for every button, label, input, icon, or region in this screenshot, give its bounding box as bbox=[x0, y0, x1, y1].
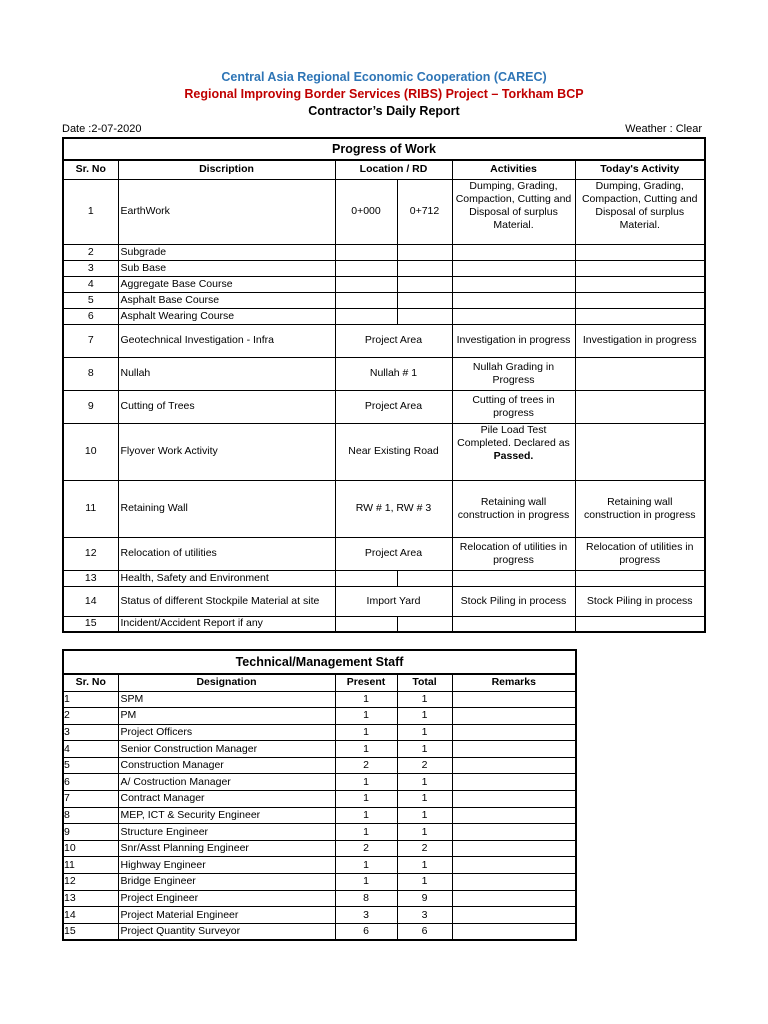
staff-designation: Senior Construction Manager bbox=[118, 741, 335, 758]
row-description: Geotechnical Investigation - Infra bbox=[118, 324, 335, 357]
row-description: Asphalt Wearing Course bbox=[118, 308, 335, 324]
row-description: Health, Safety and Environment bbox=[118, 570, 335, 586]
row-todays-activity bbox=[575, 390, 705, 423]
staff-designation: Bridge Engineer bbox=[118, 874, 335, 891]
staff-total: 1 bbox=[397, 824, 452, 841]
progress-row bbox=[63, 179, 705, 244]
row-todays-activity bbox=[575, 276, 705, 292]
staff-remarks bbox=[452, 840, 576, 857]
row-activities: Cutting of trees in progress bbox=[452, 390, 575, 423]
col-header: Sr. No bbox=[63, 674, 118, 691]
row-todays-activity: Relocation of utilities in progress bbox=[575, 537, 705, 570]
staff-row bbox=[63, 840, 576, 857]
staff-total: 1 bbox=[397, 708, 452, 725]
row-location bbox=[335, 308, 397, 324]
row-sr-no: 9 bbox=[63, 390, 118, 423]
staff-row bbox=[63, 824, 576, 841]
progress-row bbox=[63, 357, 705, 390]
staff-designation: A/ Costruction Manager bbox=[118, 774, 335, 791]
staff-present: 6 bbox=[335, 923, 397, 940]
staff-total: 1 bbox=[397, 774, 452, 791]
progress-row bbox=[63, 423, 705, 480]
report-title: Contractor’s Daily Report bbox=[308, 104, 460, 118]
progress-row bbox=[63, 324, 705, 357]
col-header: Discription bbox=[118, 160, 335, 179]
staff-sr-no: 7 bbox=[63, 791, 118, 808]
staff-sr-no: 11 bbox=[63, 857, 118, 874]
staff-row bbox=[63, 774, 576, 791]
row-sr-no: 6 bbox=[63, 308, 118, 324]
row-description: Retaining Wall bbox=[118, 480, 335, 537]
activity-text: Pile Load Test Completed. Declared as bbox=[457, 423, 570, 449]
staff-sr-no: 12 bbox=[63, 874, 118, 891]
row-location: Project Area bbox=[335, 390, 452, 423]
staff-present: 2 bbox=[335, 840, 397, 857]
staff-remarks bbox=[452, 857, 576, 874]
staff-present: 1 bbox=[335, 741, 397, 758]
row-description: Sub Base bbox=[118, 260, 335, 276]
staff-present: 1 bbox=[335, 774, 397, 791]
progress-table bbox=[62, 137, 706, 633]
row-sr-no: 5 bbox=[63, 292, 118, 308]
staff-total: 3 bbox=[397, 907, 452, 924]
staff-sr-no: 13 bbox=[63, 890, 118, 907]
row-sr-no: 11 bbox=[63, 480, 118, 537]
row-description: Status of different Stockpile Material at site bbox=[118, 586, 335, 616]
staff-present: 1 bbox=[335, 857, 397, 874]
row-todays-activity: Stock Piling in process bbox=[575, 586, 705, 616]
col-header: Sr. No bbox=[63, 160, 118, 179]
row-sr-no: 14 bbox=[63, 586, 118, 616]
progress-row bbox=[63, 260, 705, 276]
row-location-end bbox=[397, 276, 452, 292]
row-activities bbox=[452, 292, 575, 308]
row-sr-no: 4 bbox=[63, 276, 118, 292]
staff-designation: Contract Manager bbox=[118, 791, 335, 808]
row-todays-activity bbox=[575, 308, 705, 324]
staff-total: 2 bbox=[397, 757, 452, 774]
progress-row bbox=[63, 570, 705, 586]
row-location: Project Area bbox=[335, 537, 452, 570]
staff-sr-no: 3 bbox=[63, 724, 118, 741]
row-activities: Stock Piling in process bbox=[452, 586, 575, 616]
staff-remarks bbox=[452, 923, 576, 940]
row-description: Flyover Work Activity bbox=[118, 423, 335, 480]
report-project-title: Regional Improving Border Services (RIBS) Project – Torkham BCP bbox=[184, 87, 584, 101]
staff-sr-no: 6 bbox=[63, 774, 118, 791]
staff-total: 1 bbox=[397, 791, 452, 808]
staff-designation: SPM bbox=[118, 691, 335, 708]
staff-designation: Project Engineer bbox=[118, 890, 335, 907]
row-todays-activity: Investigation in progress bbox=[575, 324, 705, 357]
staff-remarks bbox=[452, 757, 576, 774]
row-description: Subgrade bbox=[118, 244, 335, 260]
row-location-end bbox=[397, 244, 452, 260]
staff-total: 9 bbox=[397, 890, 452, 907]
staff-total: 1 bbox=[397, 857, 452, 874]
row-todays-activity bbox=[575, 244, 705, 260]
staff-present: 1 bbox=[335, 691, 397, 708]
row-location bbox=[335, 292, 397, 308]
col-header: Present bbox=[335, 674, 397, 691]
staff-total: 1 bbox=[397, 691, 452, 708]
row-location bbox=[335, 260, 397, 276]
staff-remarks bbox=[452, 824, 576, 841]
staff-designation: MEP, ICT & Security Engineer bbox=[118, 807, 335, 824]
row-activities bbox=[452, 244, 575, 260]
row-sr-no: 15 bbox=[63, 616, 118, 632]
staff-row bbox=[63, 807, 576, 824]
progress-row bbox=[63, 308, 705, 324]
staff-row bbox=[63, 691, 576, 708]
report-weather: Weather : Clear bbox=[625, 123, 702, 135]
row-todays-activity bbox=[575, 292, 705, 308]
row-description: Nullah bbox=[118, 357, 335, 390]
col-header: Today's Activity bbox=[575, 160, 705, 179]
row-todays-activity bbox=[575, 357, 705, 390]
staff-remarks bbox=[452, 907, 576, 924]
row-sr-no: 10 bbox=[63, 423, 118, 480]
staff-designation: Highway Engineer bbox=[118, 857, 335, 874]
row-location: Nullah # 1 bbox=[335, 357, 452, 390]
progress-row bbox=[63, 244, 705, 260]
staff-row bbox=[63, 890, 576, 907]
row-location bbox=[335, 616, 397, 632]
staff-row bbox=[63, 923, 576, 940]
staff-present: 1 bbox=[335, 791, 397, 808]
progress-row bbox=[63, 276, 705, 292]
staff-title: Technical/Management Staff bbox=[63, 650, 576, 674]
staff-present: 1 bbox=[335, 874, 397, 891]
row-todays-activity: Retaining wall construction in progress bbox=[575, 480, 705, 537]
staff-row bbox=[63, 757, 576, 774]
staff-designation: Project Quantity Surveyor bbox=[118, 923, 335, 940]
staff-row bbox=[63, 708, 576, 725]
staff-designation: Project Officers bbox=[118, 724, 335, 741]
staff-designation: Structure Engineer bbox=[118, 824, 335, 841]
row-location-start: 0+000 bbox=[335, 179, 397, 244]
row-sr-no: 3 bbox=[63, 260, 118, 276]
staff-row bbox=[63, 907, 576, 924]
staff-remarks bbox=[452, 691, 576, 708]
row-todays-activity: Dumping, Grading, Compaction, Cutting and Disposal of surplus Material. bbox=[575, 179, 705, 244]
staff-remarks bbox=[452, 807, 576, 824]
row-location-end bbox=[397, 570, 452, 586]
row-sr-no: 13 bbox=[63, 570, 118, 586]
staff-total: 1 bbox=[397, 874, 452, 891]
row-location bbox=[335, 244, 397, 260]
row-todays-activity bbox=[575, 570, 705, 586]
staff-sr-no: 1 bbox=[63, 691, 118, 708]
staff-total: 6 bbox=[397, 923, 452, 940]
staff-present: 1 bbox=[335, 807, 397, 824]
row-description: Aggregate Base Course bbox=[118, 276, 335, 292]
col-header: Designation bbox=[118, 674, 335, 691]
staff-sr-no: 14 bbox=[63, 907, 118, 924]
staff-row bbox=[63, 874, 576, 891]
row-activities: Nullah Grading in Progress bbox=[452, 357, 575, 390]
row-activities bbox=[452, 260, 575, 276]
row-activities bbox=[452, 616, 575, 632]
staff-remarks bbox=[452, 791, 576, 808]
staff-row bbox=[63, 724, 576, 741]
staff-table bbox=[62, 649, 577, 941]
staff-total: 2 bbox=[397, 840, 452, 857]
staff-present: 2 bbox=[335, 757, 397, 774]
row-activities: Investigation in progress bbox=[452, 324, 575, 357]
progress-row bbox=[63, 537, 705, 570]
progress-row bbox=[63, 616, 705, 632]
row-location bbox=[335, 570, 397, 586]
row-activities bbox=[452, 308, 575, 324]
staff-present: 1 bbox=[335, 724, 397, 741]
staff-designation: Snr/Asst Planning Engineer bbox=[118, 840, 335, 857]
row-description: Incident/Accident Report if any bbox=[118, 616, 335, 632]
col-header: Total bbox=[397, 674, 452, 691]
row-sr-no: 2 bbox=[63, 244, 118, 260]
report-org-title: Central Asia Regional Economic Cooperation (CAREC) bbox=[221, 70, 547, 84]
report-date: Date :2-07-2020 bbox=[62, 123, 142, 135]
row-sr-no: 1 bbox=[63, 179, 118, 244]
progress-row bbox=[63, 390, 705, 423]
staff-total: 1 bbox=[397, 724, 452, 741]
row-location: Near Existing Road bbox=[335, 423, 452, 480]
progress-title: Progress of Work bbox=[63, 138, 705, 160]
progress-row bbox=[63, 586, 705, 616]
row-description: EarthWork bbox=[118, 179, 335, 244]
staff-total: 1 bbox=[397, 807, 452, 824]
row-activities: Retaining wall construction in progress bbox=[452, 480, 575, 537]
row-todays-activity bbox=[575, 260, 705, 276]
staff-remarks bbox=[452, 874, 576, 891]
staff-sr-no: 4 bbox=[63, 741, 118, 758]
staff-remarks bbox=[452, 724, 576, 741]
staff-present: 3 bbox=[335, 907, 397, 924]
row-description: Asphalt Base Course bbox=[118, 292, 335, 308]
progress-row bbox=[63, 292, 705, 308]
col-header: Remarks bbox=[452, 674, 576, 691]
col-header: Location / RD bbox=[335, 160, 452, 179]
staff-remarks bbox=[452, 774, 576, 791]
row-todays-activity bbox=[575, 616, 705, 632]
staff-designation: Project Material Engineer bbox=[118, 907, 335, 924]
row-activities bbox=[452, 570, 575, 586]
row-location-end bbox=[397, 260, 452, 276]
staff-sr-no: 8 bbox=[63, 807, 118, 824]
row-description: Cutting of Trees bbox=[118, 390, 335, 423]
row-location: RW # 1, RW # 3 bbox=[335, 480, 452, 537]
staff-sr-no: 15 bbox=[63, 923, 118, 940]
col-header: Activities bbox=[452, 160, 575, 179]
row-location-end bbox=[397, 292, 452, 308]
row-description: Relocation of utilities bbox=[118, 537, 335, 570]
row-sr-no: 12 bbox=[63, 537, 118, 570]
row-activities bbox=[452, 276, 575, 292]
staff-remarks bbox=[452, 708, 576, 725]
row-sr-no: 7 bbox=[63, 324, 118, 357]
progress-row bbox=[63, 480, 705, 537]
staff-sr-no: 9 bbox=[63, 824, 118, 841]
staff-remarks bbox=[452, 741, 576, 758]
staff-sr-no: 5 bbox=[63, 757, 118, 774]
staff-remarks bbox=[452, 890, 576, 907]
staff-present: 8 bbox=[335, 890, 397, 907]
staff-present: 1 bbox=[335, 708, 397, 725]
row-location-end bbox=[397, 308, 452, 324]
row-todays-activity bbox=[575, 423, 705, 480]
staff-row bbox=[63, 741, 576, 758]
staff-sr-no: 10 bbox=[63, 840, 118, 857]
staff-total: 1 bbox=[397, 741, 452, 758]
row-location-end bbox=[397, 616, 452, 632]
staff-sr-no: 2 bbox=[63, 708, 118, 725]
row-activities: Dumping, Grading, Compaction, Cutting and Disposal of surplus Material. bbox=[452, 179, 575, 244]
row-sr-no: 8 bbox=[63, 357, 118, 390]
staff-designation: PM bbox=[118, 708, 335, 725]
staff-row bbox=[63, 857, 576, 874]
staff-designation: Construction Manager bbox=[118, 757, 335, 774]
row-location: Import Yard bbox=[335, 586, 452, 616]
row-activities bbox=[452, 423, 575, 480]
staff-row bbox=[63, 791, 576, 808]
row-location-end: 0+712 bbox=[397, 179, 452, 244]
row-activities: Relocation of utilities in progress bbox=[452, 537, 575, 570]
activity-result: Passed. bbox=[493, 449, 534, 462]
staff-present: 1 bbox=[335, 824, 397, 841]
row-location: Project Area bbox=[335, 324, 452, 357]
row-location bbox=[335, 276, 397, 292]
